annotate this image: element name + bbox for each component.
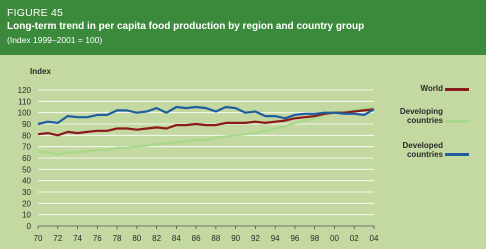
y-tick-label: 110 <box>18 97 31 107</box>
legend-swatch-world <box>445 88 469 91</box>
y-axis-label: Index <box>30 67 51 76</box>
y-tick-label: 50 <box>22 165 31 175</box>
x-tick-label: 70 <box>33 234 43 243</box>
figure-title: Long-term trend in per capita food production by region and country group <box>7 21 365 32</box>
y-tick-label: 40 <box>22 176 31 186</box>
x-tick-label: 92 <box>250 234 260 243</box>
x-tick-label: 74 <box>73 234 82 243</box>
y-tick-label: 80 <box>22 131 31 141</box>
y-tick-label: 60 <box>22 154 31 163</box>
figure-subtitle: (Index 1999–2001 = 100) <box>7 35 103 45</box>
figure-header <box>0 0 486 55</box>
x-tick-label: 86 <box>191 234 201 243</box>
y-tick-label: 70 <box>22 142 31 152</box>
y-tick-label: 100 <box>17 108 31 118</box>
x-tick-label: 98 <box>310 234 320 243</box>
x-tick-label: 82 <box>152 234 162 243</box>
legend-label-developing: Developing countries <box>399 107 443 125</box>
y-tick-label: 90 <box>22 120 31 129</box>
x-tick-label: 78 <box>112 234 122 243</box>
x-tick-label: 90 <box>231 234 241 243</box>
x-tick-label: 72 <box>53 234 63 243</box>
x-tick-label: 84 <box>171 234 181 243</box>
y-tick-label: 20 <box>22 199 31 209</box>
x-tick-label: 76 <box>92 234 102 243</box>
legend-label-world: World <box>420 84 443 93</box>
legend-swatch-developed <box>445 153 469 156</box>
x-tick-label: 80 <box>132 234 142 243</box>
y-tick-label: 30 <box>22 188 31 197</box>
x-tick-label: 94 <box>270 234 280 243</box>
y-tick-label: 0 <box>26 222 31 231</box>
figure-label: FIGURE 45 <box>7 7 64 19</box>
y-tick-label: 10 <box>22 210 31 220</box>
x-tick-label: 02 <box>349 234 359 243</box>
x-tick-label: 96 <box>290 234 300 243</box>
x-tick-label: 04 <box>369 234 379 243</box>
y-tick-label: 120 <box>17 86 31 95</box>
x-tick-label: 88 <box>211 234 221 243</box>
legend-label-developed: Developed countries <box>402 141 443 159</box>
x-tick-label: 00 <box>330 234 339 243</box>
legend-swatch-developing <box>445 120 469 123</box>
